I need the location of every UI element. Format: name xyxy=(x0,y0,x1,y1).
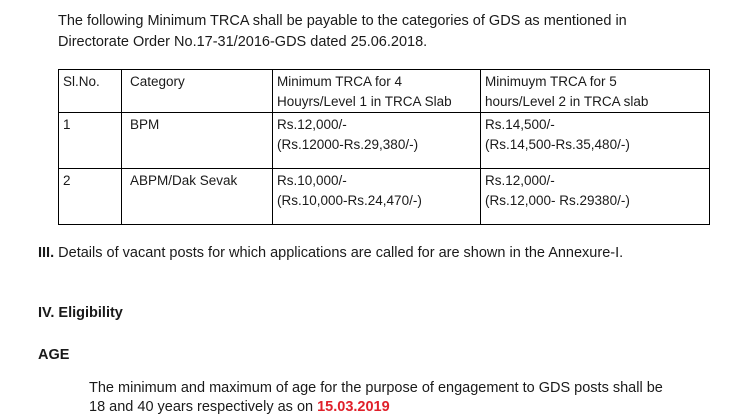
intro-paragraph xyxy=(58,11,718,53)
cell-min-trca-5 xyxy=(481,169,710,225)
intro-line-2: Directorate Order No.17-31/2016-GDS dated 25.06.2018. xyxy=(58,34,428,50)
age-line-2 xyxy=(89,398,719,417)
section-3-text: Details of vacant posts for which applications are called for are shown in the Annexure-I. xyxy=(54,245,624,261)
cell-category: ABPM/Dak Sevak xyxy=(122,169,273,225)
header-min-trca-5 xyxy=(481,70,710,113)
section-3-paragraph xyxy=(38,243,658,264)
header-slno: Sl.No. xyxy=(59,70,122,113)
section-4-heading: IV. Eligibility xyxy=(38,305,123,321)
cell-min-trca-4-range: (Rs.10,000-Rs.24,470/-) xyxy=(277,193,422,208)
cell-min-trca-5-range: (Rs.12,000- Rs.29380/-) xyxy=(485,193,630,208)
cell-category: BPM xyxy=(122,113,273,169)
header-min-trca-5-line2: hours/Level 2 in TRCA slab xyxy=(485,94,649,109)
cell-min-trca-4 xyxy=(273,169,481,225)
age-heading: AGE xyxy=(38,347,70,363)
age-line-1: The minimum and maximum of age for the purpose of engagement to GDS posts shall be xyxy=(89,380,663,396)
table-row xyxy=(59,169,710,225)
header-min-trca-4-line2: Houyrs/Level 1 in TRCA Slab xyxy=(277,94,452,109)
intro-line-1: The following Minimum TRCA shall be payable to the categories of GDS as mentioned in xyxy=(58,13,627,29)
cell-min-trca-4 xyxy=(273,113,481,169)
header-min-trca-4 xyxy=(273,70,481,113)
age-paragraph xyxy=(89,379,719,417)
header-min-trca-4-line1: Minimum TRCA for 4 xyxy=(277,74,403,89)
cell-min-trca-4-amount: Rs.10,000/- xyxy=(277,173,347,188)
header-min-trca-5-line1: Minimuym TRCA for 5 xyxy=(485,74,617,89)
table-row xyxy=(59,113,710,169)
cell-min-trca-5 xyxy=(481,113,710,169)
age-line-2-text: 18 and 40 years respectively as on xyxy=(89,399,318,415)
cell-min-trca-4-range: (Rs.12000-Rs.29,380/-) xyxy=(277,137,419,152)
cell-min-trca-4-amount: Rs.12,000/- xyxy=(277,117,347,132)
cell-min-trca-5-amount: Rs.14,500/- xyxy=(485,117,555,132)
section-3-number: III. xyxy=(38,245,55,261)
header-category: Category xyxy=(122,70,273,113)
table-header-row xyxy=(59,70,710,113)
cell-min-trca-5-amount: Rs.12,000/- xyxy=(485,173,555,188)
trca-table xyxy=(58,69,710,225)
cell-slno: 1 xyxy=(59,113,122,169)
cell-min-trca-5-range: (Rs.14,500-Rs.35,480/-) xyxy=(485,137,630,152)
cell-slno: 2 xyxy=(59,169,122,225)
age-reference-date: 15.03.2019 xyxy=(317,399,390,415)
